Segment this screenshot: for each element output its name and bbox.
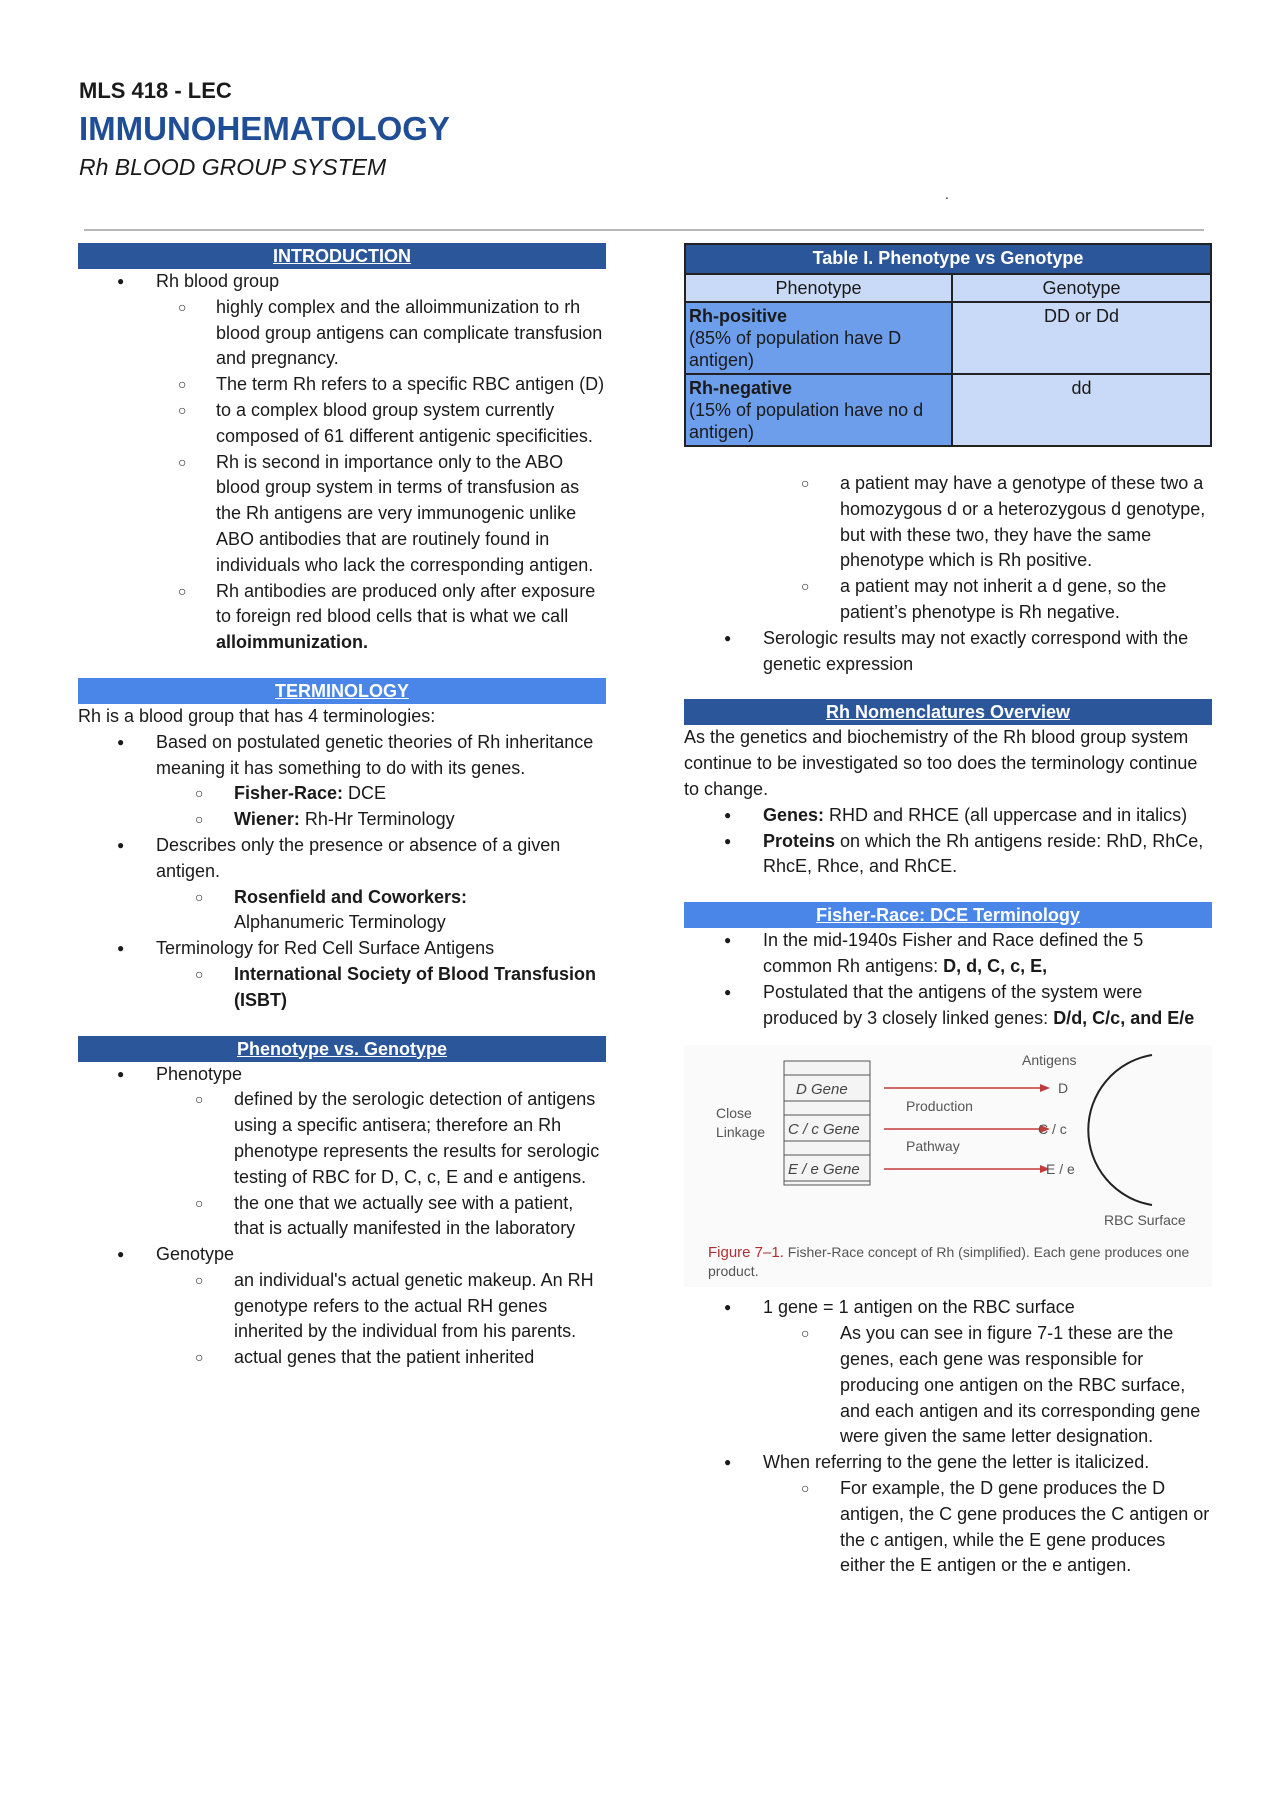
figure-number: Figure 7–1. bbox=[708, 1244, 784, 1262]
list-subitem: ○ to a complex blood group system currently composed of 61 different antigenic specificities. bbox=[78, 398, 606, 450]
table-header-genotype: Genotype bbox=[952, 274, 1211, 302]
nomenclature-list bbox=[684, 803, 1212, 880]
genes-list-bold: D/d, C/c, and E/e bbox=[1053, 1007, 1195, 1028]
list-subitem: ○ As you can see in figure 7-1 these are the genes, each gene was responsible for producing one antigen on the RBC surface, and each antigen and its corresponding gene were given the same letter designation. bbox=[684, 1321, 1212, 1450]
proteins-label: Proteins bbox=[763, 830, 836, 851]
genes-text: RHD and RHCE (all uppercase and in italics) bbox=[824, 804, 1188, 825]
linkage-label: Linkage bbox=[716, 1124, 766, 1141]
phenogeno-list bbox=[78, 1062, 606, 1372]
arrow-d-head bbox=[1040, 1084, 1050, 1092]
table-row bbox=[685, 302, 1211, 374]
list-subitem: ○ Rh is second in importance only to the ABO blood group system in terms of transfusion as the Rh antigens are very immunogenic unlike ABO antibodies that are routinely found in individuals who lack the corresponding antigen. bbox=[78, 450, 606, 579]
right-column bbox=[684, 243, 1212, 1579]
list-subitem bbox=[78, 962, 606, 1014]
list-item bbox=[684, 829, 1212, 881]
rosenfield-label: Rosenfield and Coworkers: bbox=[234, 886, 468, 907]
e-gene-label: E / e Gene bbox=[788, 1161, 860, 1179]
terminology-list bbox=[78, 730, 606, 1014]
list-subitem: ○ a patient may have a genotype of these two a homozygous d or a heterozygous d genotype, but with these two, they have the same phenotype which is Rh positive. bbox=[684, 471, 1212, 574]
list-subitem bbox=[78, 885, 606, 937]
phenotype-name: Rh-positive bbox=[689, 306, 788, 326]
list-subitem: ○ the one that we actually see with a patient, that is actually manifested in the laboratory bbox=[78, 1191, 606, 1243]
list-subitem: ○ For example, the D gene produces the D antigen, the C gene produces the C antigen or the c antigen, while the E gene produces either the E antigen or the e antigen. bbox=[684, 1476, 1212, 1579]
wiener-text: Rh-Hr Terminology bbox=[299, 809, 455, 830]
rosenfield-text: Alphanumeric Terminology bbox=[234, 912, 446, 933]
pathway-label: Pathway bbox=[906, 1138, 960, 1155]
phenotype-cell bbox=[685, 374, 952, 446]
phenotype-name: Rh-negative bbox=[689, 378, 793, 398]
wiener-label: Wiener: bbox=[234, 809, 300, 830]
terminology-lead: Rh is a blood group that has 4 terminologies: bbox=[78, 705, 436, 726]
proteins-text: on which the Rh antigens reside: RhD, RhCe, RhcE, Rhce, and RhCE. bbox=[763, 830, 1204, 877]
close-label: Close bbox=[716, 1105, 752, 1122]
figure-caption bbox=[708, 1243, 1208, 1280]
list-item: ● Describes only the presence or absence of a given antigen. bbox=[78, 833, 606, 885]
section-heading-introduction: INTRODUCTION bbox=[78, 243, 606, 269]
list-subitem: ○ an individual's actual genetic makeup. An RH genotype refers to the actual RH genes inherited by the individual from his parents. bbox=[78, 1268, 606, 1345]
figure-caption-text: Fisher-Race concept of Rh (simplified). Each gene produces one product. bbox=[708, 1244, 1190, 1280]
subitem-text: Rh antibodies are produced only after exposure to foreign red blood cells that is what we call bbox=[216, 580, 596, 627]
list-subitem: ○ highly complex and the alloimmunization to rh blood group antigens can complicate transfusion and pregnancy. bbox=[78, 295, 606, 372]
list-item: ● Based on postulated genetic theories of Rh inheritance meaning it has something to do with its genes. bbox=[78, 730, 606, 782]
left-column bbox=[78, 243, 606, 1371]
antigens-label: Antigens bbox=[1022, 1052, 1077, 1069]
phenotype-genotype-table bbox=[684, 243, 1212, 447]
page-title: IMMUNOHEMATOLOGY bbox=[79, 110, 450, 147]
list-subitem: ○ a patient may not inherit a d gene, so the patient’s phenotype is Rh negative. bbox=[684, 574, 1212, 626]
c-gene-label: C / c Gene bbox=[788, 1121, 860, 1139]
list-subitem bbox=[78, 807, 606, 833]
list-item bbox=[684, 928, 1212, 980]
list-subitem: ○ actual genes that the patient inherited bbox=[78, 1345, 606, 1371]
table-notes-list bbox=[684, 471, 1212, 677]
course-code: MLS 418 - LEC bbox=[79, 78, 232, 103]
genotype-cell: dd bbox=[952, 374, 1211, 446]
fisher-race-diagram bbox=[684, 1045, 1212, 1245]
list-subitem bbox=[78, 579, 606, 656]
list-item bbox=[684, 803, 1212, 829]
genotype-cell: DD or Dd bbox=[952, 302, 1211, 374]
figure-7-1 bbox=[684, 1045, 1212, 1287]
list-item: ● When referring to the gene the letter is italicized. bbox=[684, 1450, 1212, 1476]
production-label: Production bbox=[906, 1098, 973, 1115]
section-heading-terminology: TERMINOLOGY bbox=[78, 678, 606, 704]
table-header-phenotype: Phenotype bbox=[685, 274, 952, 302]
list-subitem: ○ The term Rh refers to a specific RBC antigen (D) bbox=[78, 372, 606, 398]
intro-list bbox=[78, 269, 606, 656]
table-row bbox=[685, 374, 1211, 446]
antigen-d-label: D bbox=[1058, 1080, 1069, 1097]
list-item: ● Rh blood group bbox=[78, 269, 606, 295]
header-dot: . bbox=[945, 186, 949, 202]
isbt-label: International Society of Blood Transfusion (ISBT) bbox=[234, 963, 597, 1010]
section-heading-nomenclatures: Rh Nomenclatures Overview bbox=[684, 699, 1212, 725]
fisher-text: In the mid-1940s Fisher and Race defined the 5 common Rh antigens: bbox=[763, 930, 1144, 976]
list-subitem bbox=[78, 781, 606, 807]
list-item: ● Serologic results may not exactly correspond with the genetic expression bbox=[684, 626, 1212, 678]
list-item: ● 1 gene = 1 antigen on the RBC surface bbox=[684, 1295, 1212, 1321]
phenotype-note: (85% of population have D antigen) bbox=[689, 328, 902, 370]
figure-notes-list bbox=[684, 1295, 1212, 1579]
fisher-text: Postulated that the antigens of the system were produced by 3 closely linked genes: bbox=[763, 981, 1143, 1028]
section-heading-phenotype-genotype: Phenotype vs. Genotype bbox=[78, 1036, 606, 1062]
page-subtitle: Rh BLOOD GROUP SYSTEM bbox=[79, 154, 387, 180]
fisher-race-label: Fisher-Race: bbox=[234, 783, 344, 804]
alloimmunization-term: alloimmunization. bbox=[216, 632, 369, 653]
section-heading-fisher-race: Fisher-Race: DCE Terminology bbox=[684, 902, 1212, 928]
list-item bbox=[684, 980, 1212, 1032]
fisher-race-list bbox=[684, 928, 1212, 1031]
list-subitem: ○ defined by the serologic detection of antigens using a specific antisera; therefore an Rh phenotype represents the results for serologic testing of RBC for D, C, c, E and e antigens. bbox=[78, 1087, 606, 1190]
d-gene-label: D Gene bbox=[796, 1081, 848, 1099]
antigen-e-label: E / e bbox=[1046, 1161, 1075, 1178]
rbc-surface-label: RBC Surface bbox=[1104, 1212, 1186, 1229]
list-item: ● Genotype bbox=[78, 1242, 606, 1268]
header-divider bbox=[84, 229, 1204, 231]
rbc-surface-arc bbox=[1088, 1055, 1152, 1205]
phenotype-cell bbox=[685, 302, 952, 374]
antigens-list-bold: D, d, C, c, E, bbox=[943, 955, 1048, 976]
list-item: ● Phenotype bbox=[78, 1062, 606, 1088]
phenotype-note: (15% of population have no d antigen) bbox=[689, 400, 924, 442]
fisher-race-text: DCE bbox=[343, 783, 387, 804]
genes-label: Genes: bbox=[763, 804, 825, 825]
list-item: ● Terminology for Red Cell Surface Antigens bbox=[78, 936, 606, 962]
nomenclature-lead: As the genetics and biochemistry of the Rh blood group system continue to be investigated so too does the terminology continue to change. bbox=[684, 727, 1198, 799]
antigen-c-label: C / c bbox=[1038, 1121, 1067, 1138]
table-caption: Table I. Phenotype vs Genotype bbox=[685, 244, 1211, 274]
